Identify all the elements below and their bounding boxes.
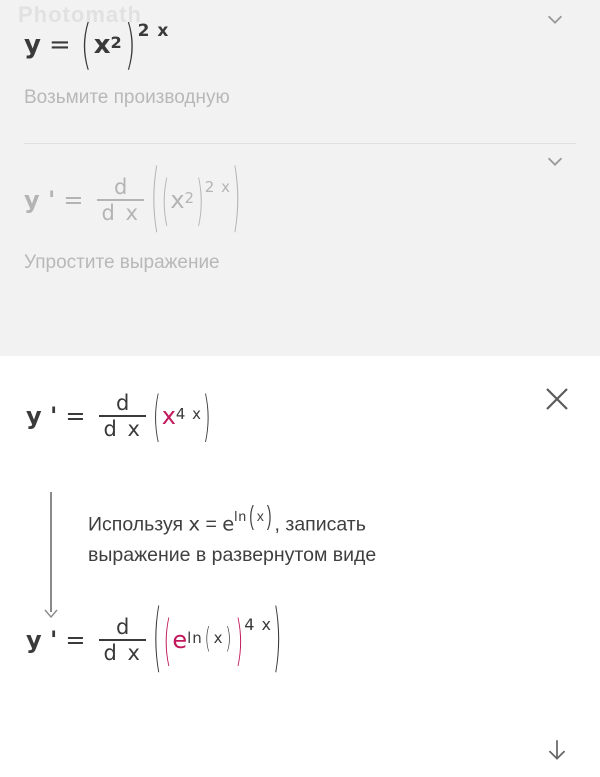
active-step-section: [0, 356, 600, 777]
frac-numerator: d: [116, 391, 130, 415]
explanation-equals: =: [200, 513, 223, 536]
arrow-head-icon: [44, 604, 58, 618]
expr-base: x: [93, 29, 111, 60]
expr-equals: =: [63, 186, 84, 215]
outer-right-paren: ): [232, 157, 241, 243]
expr-ln: ln: [187, 628, 203, 647]
expr-ln-arg: x: [213, 628, 224, 647]
close-icon[interactable]: [542, 384, 572, 414]
left-paren: (: [152, 383, 161, 449]
inner-right-paren: ): [195, 167, 204, 233]
explanation-var: x: [188, 512, 201, 536]
expr-base-highlighted: e: [172, 626, 188, 655]
expr-equals: =: [65, 402, 86, 431]
expr-outer-exponent: 2 x: [204, 178, 231, 197]
explanation-ln: ln: [234, 508, 248, 524]
explanation-suffix: , записать: [274, 513, 366, 536]
expr-base: x: [170, 186, 185, 215]
explanation-line-1: [88, 500, 376, 540]
explanation-e: e: [222, 512, 235, 536]
arrow-line: [50, 492, 52, 612]
left-paren: (: [249, 500, 255, 531]
chevron-down-icon[interactable]: [544, 737, 570, 763]
completed-steps-section: [0, 0, 600, 356]
explanation-row: [0, 492, 600, 570]
right-paren: ): [225, 620, 233, 655]
frac-numerator: d: [116, 615, 130, 640]
left-paren: (: [80, 13, 92, 76]
inner-right-paren: ): [235, 607, 244, 673]
frac-denominator: d x: [103, 417, 142, 442]
expr-base-exponent: 2: [110, 32, 123, 52]
frac-numerator: d: [114, 175, 128, 199]
right-paren: ): [124, 13, 136, 76]
step-caption-1: Возьмите производную: [24, 87, 230, 108]
outer-left-paren: (: [152, 597, 162, 683]
step-caption-2: Упростите выражение: [24, 252, 220, 274]
right-paren: ): [266, 500, 273, 531]
derivative-operator: [99, 392, 145, 440]
chevron-down-icon[interactable]: [544, 8, 566, 30]
step-derivative-setup[interactable]: [0, 144, 600, 274]
derivative-operator: [99, 616, 145, 664]
expr-base-highlighted: x: [161, 402, 176, 431]
app-watermark: Photomath: [18, 2, 142, 27]
inner-left-paren: (: [163, 607, 172, 673]
inner-left-paren: (: [161, 167, 170, 233]
explanation-line-2: выражение в развернутом виде: [88, 543, 377, 566]
chevron-down-icon[interactable]: [544, 150, 566, 172]
outer-left-paren: (: [150, 157, 160, 243]
flow-arrow: [44, 492, 88, 570]
explanation-ln-arg: x: [256, 508, 265, 524]
expr-outer-exponent: 4 x: [244, 614, 272, 634]
expr-lhs: y ': [26, 626, 58, 655]
right-paren: ): [202, 383, 211, 449]
expr-outer-exponent: 2 x: [137, 20, 170, 41]
expression-active-bottom: [0, 570, 600, 683]
expr-base-exponent: 2: [184, 188, 195, 207]
expr-lhs: y: [24, 29, 41, 60]
explanation-text: [88, 492, 376, 570]
expr-equals: =: [65, 626, 86, 655]
expr-equals: =: [48, 29, 71, 60]
derivative-operator: [97, 176, 143, 224]
explanation-prefix: Используя: [88, 513, 189, 536]
frac-denominator: d x: [101, 201, 140, 226]
left-paren: (: [204, 620, 212, 655]
expr-lhs: y ': [26, 402, 58, 431]
step-original-function[interactable]: [0, 0, 600, 109]
expr-exponent: 4 x: [175, 404, 202, 423]
outer-right-paren: ): [272, 597, 282, 683]
frac-denominator: d x: [103, 641, 142, 666]
expression-derivative-setup: [24, 157, 576, 243]
expression-active-top: [0, 356, 600, 449]
expr-lhs: y ': [24, 186, 56, 215]
